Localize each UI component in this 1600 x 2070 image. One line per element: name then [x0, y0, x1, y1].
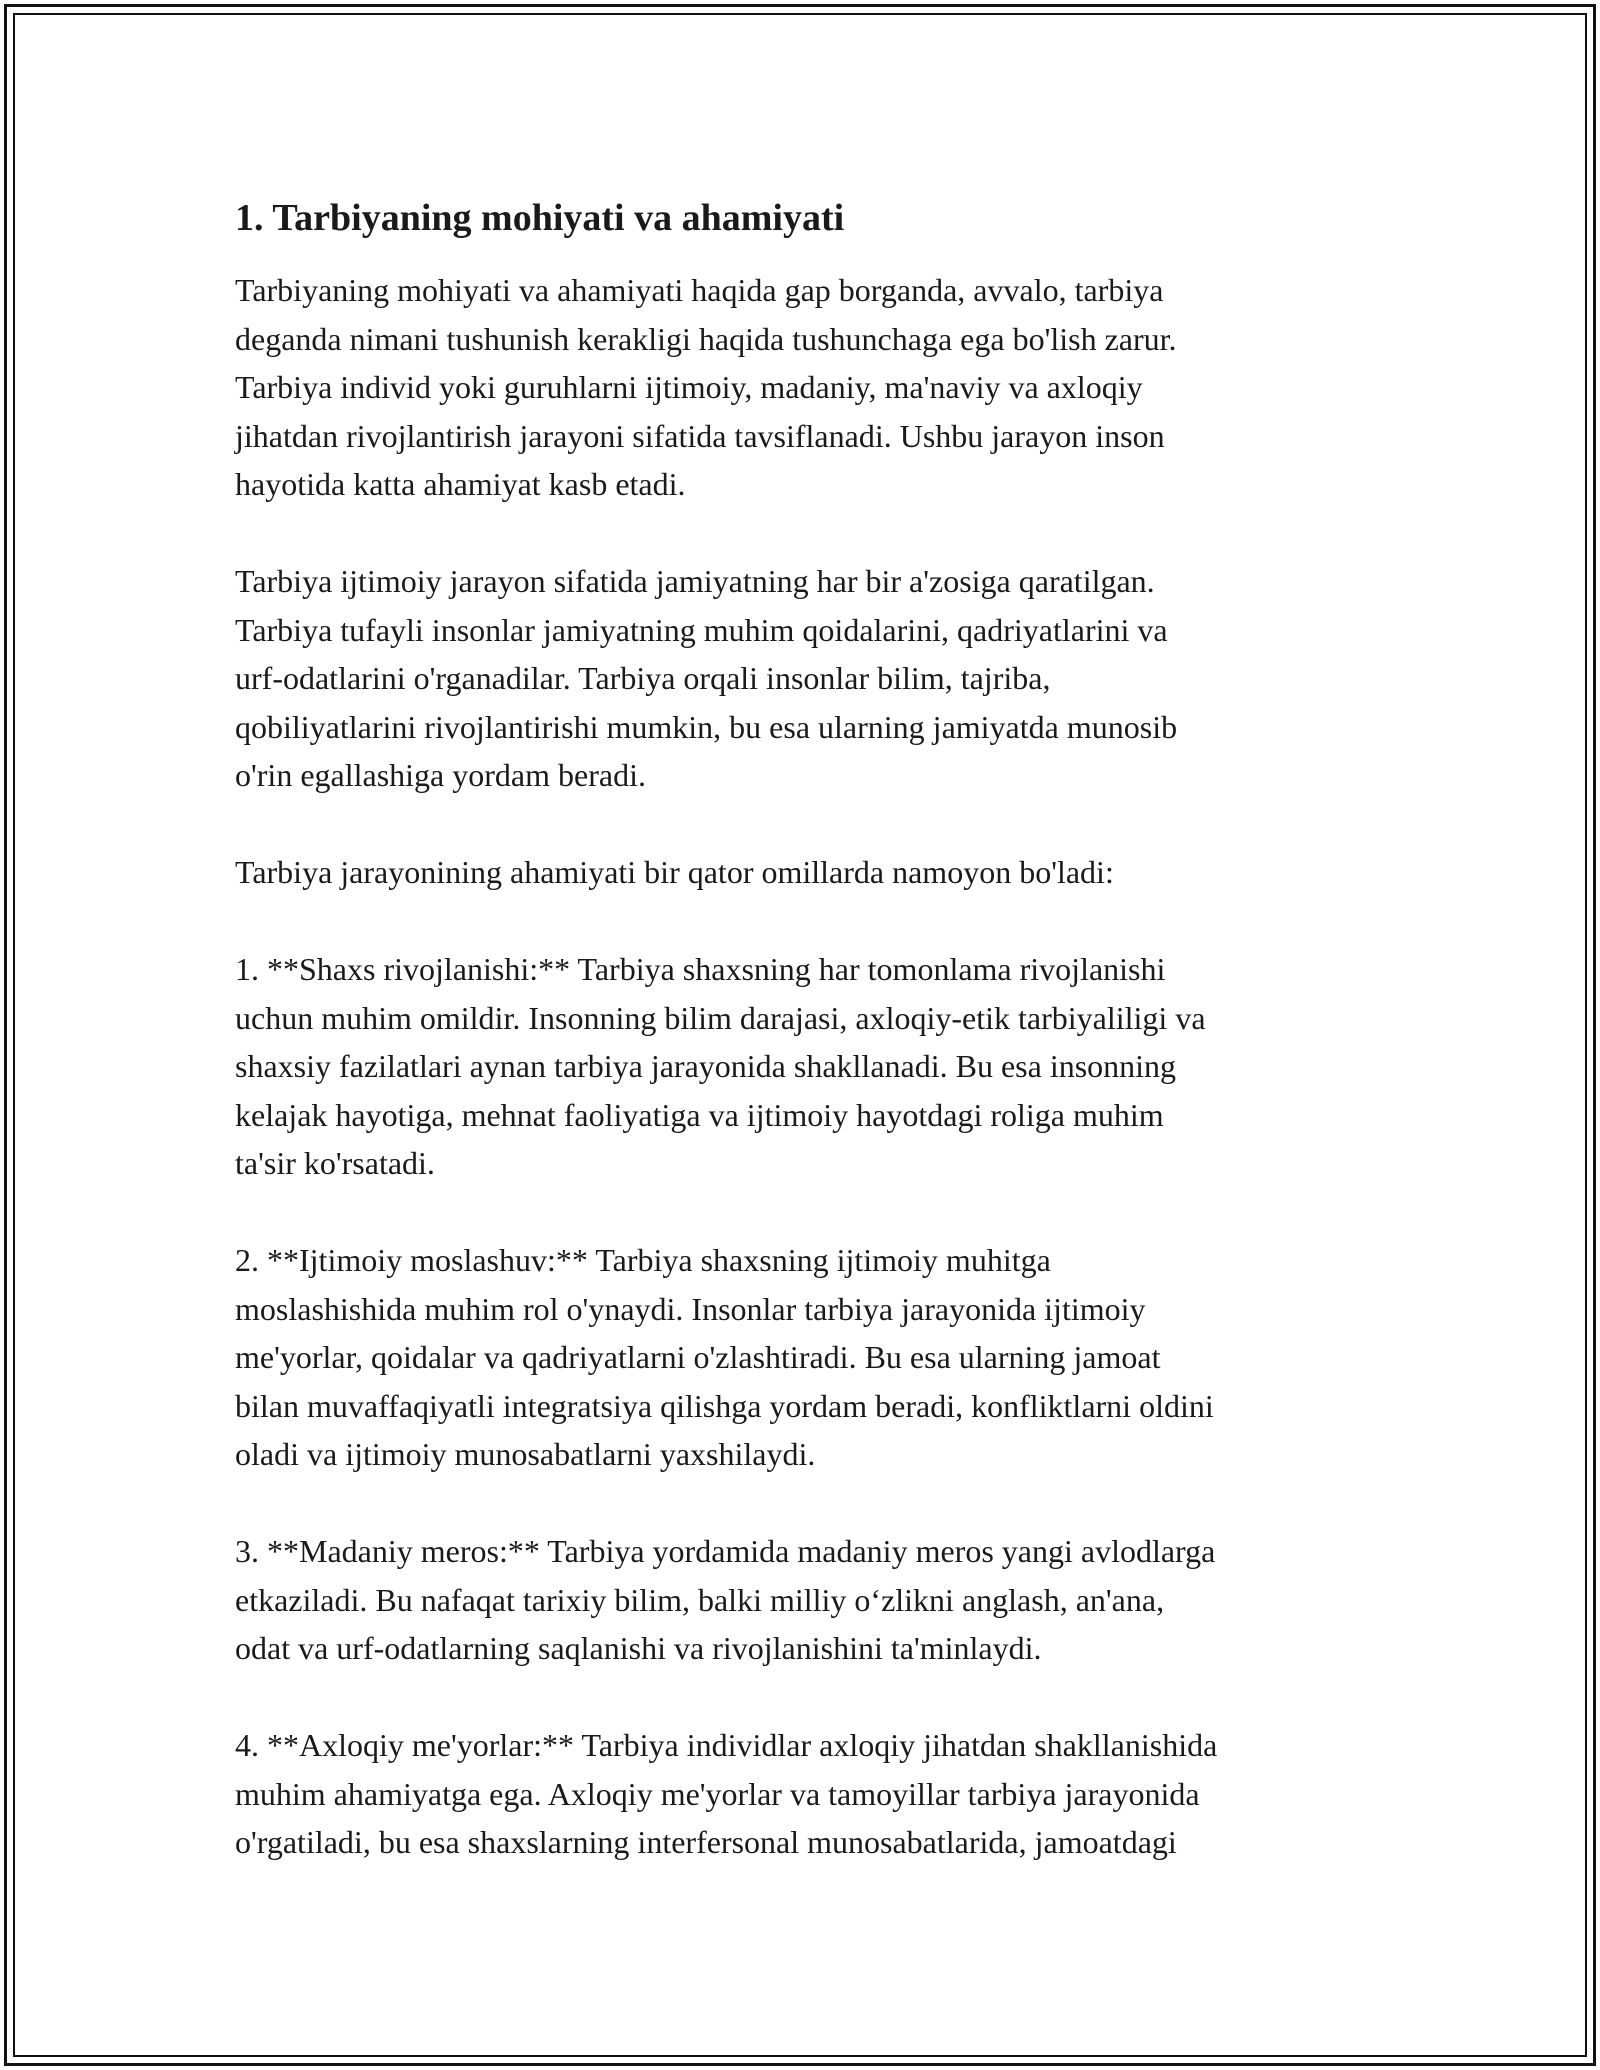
text-line: muhim ahamiyatga ega. Axloqiy me'yorlar va tamoyillar tarbiya jarayonida — [235, 1775, 1200, 1812]
text-line: moslashishida muhim rol o'ynaydi. Insonlar tarbiya jarayonida ijtimoiy — [235, 1290, 1146, 1327]
text-line: 2. **Ijtimoiy moslashuv:** Tarbiya shaxsning ijtimoiy muhitga — [235, 1242, 1051, 1278]
text-line: Tarbiya tufayli insonlar jamiyatning muhim qoidalarini, qadriyatlarini va — [235, 611, 1168, 648]
text-line: 4. **Axloqiy me'yorlar:** Tarbiya individlar axloqiy jihatdan shakllanishida — [235, 1727, 1218, 1763]
document-title: 1. Tarbiyaning mohiyati va ahamiyati — [235, 197, 845, 239]
paragraph — [235, 1236, 1375, 1479]
text-line: jihatdan rivojlantirish jarayoni sifatida tavsiflanadi. Ushbu jarayon inson — [235, 417, 1165, 454]
paragraph — [235, 1721, 1375, 1867]
text-line: hayotida katta ahamiyat kasb etadi. — [235, 466, 686, 502]
paragraph — [235, 557, 1375, 800]
text-line: odat va urf-odatlarning saqlanishi va rivojlanishini ta'minlaydi. — [235, 1630, 1042, 1666]
text-line: o'rgatiladi, bu esa shaxslarning interfersonal munosabatlarida, jamoatdagi — [235, 1824, 1177, 1860]
text-line: shaxsiy fazilatlari aynan tarbiya jarayonida shakllanadi. Bu esa insonning — [235, 1048, 1177, 1084]
text-line: uchun muhim omildir. Insonning bilim darajasi, axloqiy-etik tarbiyaliligi va — [235, 999, 1206, 1036]
text-line: Tarbiya individ yoki guruhlarni ijtimoiy, madaniy, ma'naviy va axloqiy — [235, 369, 1143, 405]
text-line: 1. **Shaxs rivojlanishi:** Tarbiya shaxsning har tomonlama rivojlanishi — [235, 951, 1166, 987]
text-line: bilan muvaffaqiyatli integratsiya qilishga yordam beradi, konfliktlarni oldini — [235, 1387, 1214, 1424]
paragraph — [235, 945, 1375, 1188]
text-line: qobiliyatlarini rivojlantirishi mumkin, bu esa ularning jamiyatda munosib — [235, 708, 1178, 745]
text-line: etkaziladi. Bu nafaqat tarixiy bilim, balki milliy o‘zlikni anglash, an'ana, — [235, 1581, 1165, 1618]
text-line: oladi va ijtimoiy munosabatlarni yaxshilaydi. — [235, 1436, 816, 1472]
text-line: urf-odatlarini o'rganadilar. Tarbiya orqali insonlar bilim, tajriba, — [235, 660, 1051, 696]
paragraph — [235, 266, 1375, 509]
text-line: 3. **Madaniy meros:** Tarbiya yordamida madaniy meros yangi avlodlarga — [235, 1533, 1216, 1569]
text-line: Tarbiya jarayonining ahamiyati bir qator omillarda namoyon bo'ladi: — [235, 854, 1114, 890]
text-line: o'rin egallashiga yordam beradi. — [235, 757, 646, 793]
text-line: Tarbiya ijtimoiy jarayon sifatida jamiyatning har bir a'zosiga qaratilgan. — [235, 563, 1155, 599]
text-line: ta'sir ko'rsatadi. — [235, 1145, 435, 1181]
text-line: deganda nimani tushunish kerakligi haqida tushunchaga ega bo'lish zarur. — [235, 320, 1177, 357]
paragraph — [235, 1527, 1375, 1673]
text-line: kelajak hayotiga, mehnat faoliyatiga va ijtimoiy hayotdagi roliga muhim — [235, 1096, 1164, 1133]
text-line: Tarbiyaning mohiyati va ahamiyati haqida gap borganda, avvalo, tarbiya — [235, 272, 1164, 308]
paragraph — [235, 848, 1375, 897]
document-page — [235, 182, 1375, 1915]
document-body — [235, 266, 1375, 1867]
text-line: me'yorlar, qoidalar va qadriyatlarni o'zlashtiradi. Bu esa ularning jamoat — [235, 1339, 1161, 1375]
